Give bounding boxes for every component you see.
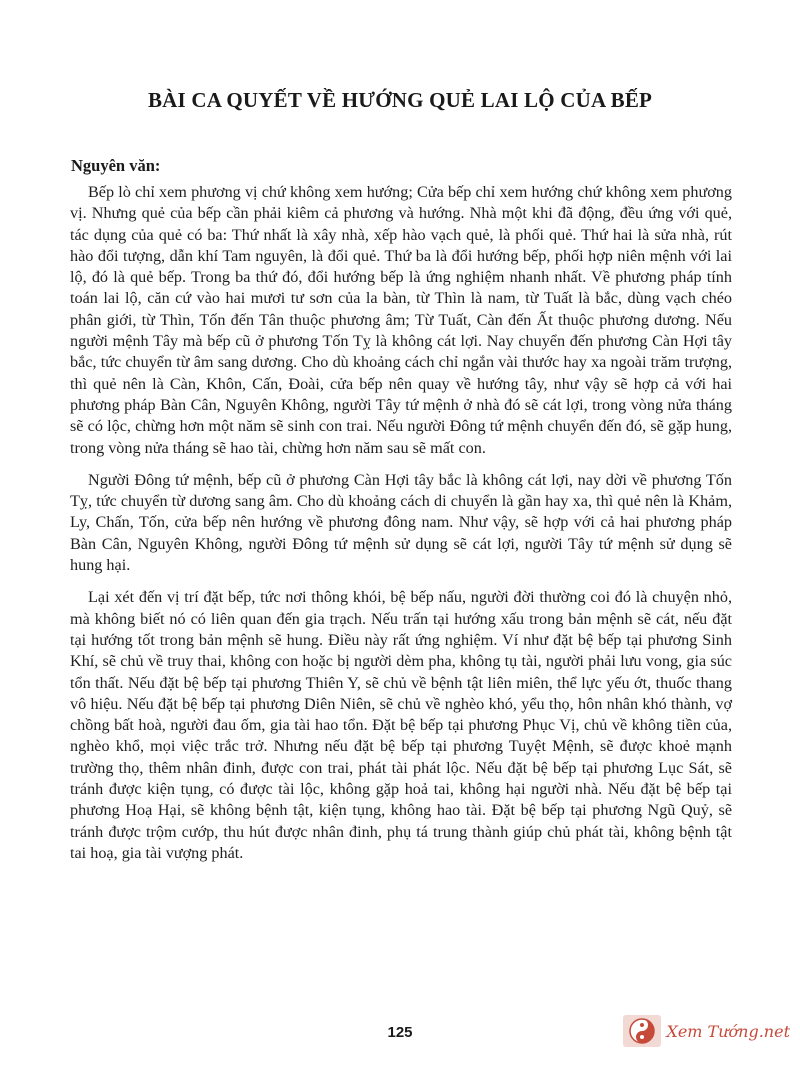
paragraph-2: Người Đông tứ mệnh, bếp cũ ở phương Càn Hợi tây bắc là không cát lợi, nay dời về phương Tốn Tỵ, tức chuyển từ dương sang âm. Cho dù khoảng cách di chuyển là gần hay xa, thì quẻ nên là Khảm, Ly, Chấn, Tốn, cửa bếp nên hướng về phương đông nam. Như vậy, sẽ hợp với cả hai phương pháp Bàn Cân, Nguyên Không, người Đông tứ mệnh sử dụng sẽ cát lợi, người Tây tứ mệnh sử dụng sẽ hung hại. <box>70 470 732 575</box>
body-text <box>70 182 732 875</box>
paragraph-1: Bếp lò chỉ xem phương vị chứ không xem hướng; Cửa bếp chỉ xem hướng chứ không xem phương vị. Nhưng quẻ của bếp cần phải kiêm cả phương và hướng. Nhà một khi đã động, đều ứng với quẻ, tác dụng của quẻ có ba: Thứ nhất là xây nhà, xếp hào vạch quẻ, là phối quẻ. Thứ hai là sửa nhà, rút hào đổi tượng, dẫn khí Tam nguyên, là đổi quẻ. Thứ ba là đổi hướng bếp, phối hợp niên mệnh với lai lộ, đó là quẻ bếp. Trong ba thứ đó, đổi hướng bếp là ứng nghiệm nhanh nhất. Về phương pháp tính toán lai lộ, căn cứ vào hai mươi tư sơn của la bàn, từ Thìn là nam, từ Tuất là bắc, dùng vạch chéo phân giới, từ Thìn, Tốn đến Tân thuộc phương âm; Từ Tuất, Càn đến Ất thuộc phương dương. Nếu người mệnh Tây mà bếp cũ ở phương Tốn Tỵ là không cát lợi. Nay chuyển đến phương Càn Hợi tây bắc, tức chuyển từ âm sang dương. Cho dù khoảng cách chỉ ngắn vài thước hay xa ngoài trăm trượng, thì quẻ nên là Càn, Khôn, Cấn, Đoài, cửa bếp nên quay về hướng tây, như vậy sẽ hợp cả với hai phương pháp Bàn Cân, Nguyên Không, người Tây tứ mệnh ở nhà đó sẽ cát lợi, trong vòng nửa tháng sẽ có lộc, chừng hơn một năm sẽ sinh con trai. Nếu người Đông tứ mệnh chuyển đến đó, sẽ gặp hung, trong vòng nửa tháng sẽ hao tài, chừng hơn năm sau sẽ mất con. <box>70 183 732 457</box>
watermark-text: Xem Tướng.net <box>666 1021 790 1041</box>
page-title: BÀI CA QUYẾT VỀ HƯỚNG QUẺ LAI LỘ CỦA BẾP <box>147 88 653 112</box>
paragraph-3: Lại xét đến vị trí đặt bếp, tức nơi thông khói, bệ bếp nấu, người đời thường coi đó là chuyện nhỏ, mà không biết nó có liên quan đến gia trạch. Nếu trấn tại hướng xấu trong bản mệnh sẽ cát, nếu đặt tại hướng tốt trong bản mệnh sẽ hung. Điều này rất ứng nghiệm. Ví như đặt bệ bếp tại phương Sinh Khí, sẽ chủ về truy thai, không con hoặc bị người dèm pha, không tụ tài, người phải lưu vong, gia súc tổn thất. Nếu đặt bệ bếp tại phương Thiên Y, sẽ chủ về bệnh tật liên miên, thể lực yếu ớt, thuốc thang vô hiệu. Nếu đặt bệ bếp tại phương Diên Niên, sẽ chủ về nghèo khó, yểu thọ, hôn nhân khó thành, vợ chồng bất hoà, người đau ốm, gia tài hao tổn. Đặt bệ bếp tại phương Phục Vị, chủ về không tiền của, nghèo khổ, mọi việc trắc trở. Nhưng nếu đặt bệ bếp tại phương Tuyệt Mệnh, sẽ được khoẻ mạnh trường thọ, thêm nhân đinh, được con trai, phát tài phát lộc. Nếu đặt bệ bếp tại phương Lục Sát, sẽ tránh được kiện tụng, có được tài lộc, không gặp hoả tai, không hại người nhà. Nếu đặt bệ bếp tại phương Hoạ Hại, sẽ không bệnh tật, kiện tụng, không hao tài. Đặt bệ bếp tại phương Ngũ Quỷ, sẽ tránh được trộm cướp, thu hút được nhân đinh, phụ tá trung thành giúp chủ phát tài, không bệnh tật tai hoạ, gia tài vượng phát. <box>70 588 732 862</box>
yin-yang-icon <box>622 1014 662 1048</box>
section-label: Nguyên văn: <box>71 156 161 175</box>
watermark[interactable] <box>622 1014 790 1048</box>
page-number: 125 <box>387 1024 413 1041</box>
